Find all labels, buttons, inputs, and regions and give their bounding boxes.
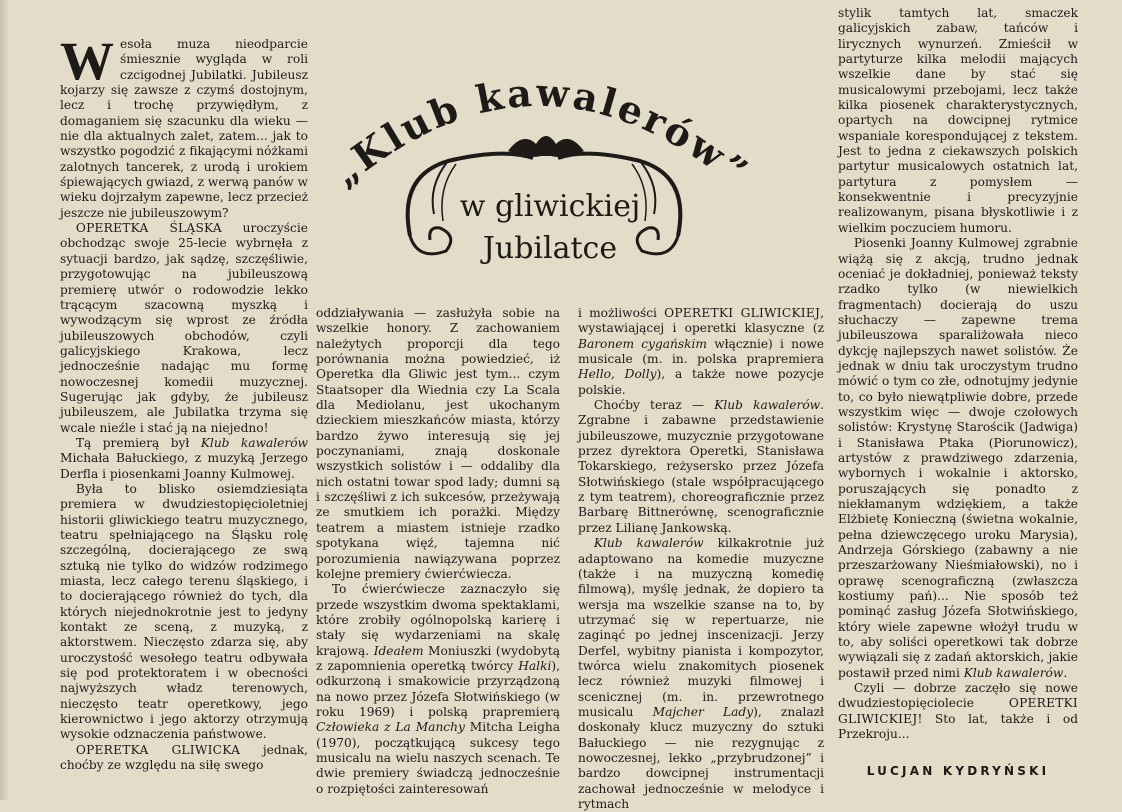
text: stylik tamtych lat, smaczek galicyjskich zabaw, tańców i lirycznych wynurzeń. Zmieścił w partyturze kilka melodii mających wszelkie dane by stać się musicalowymi przebojami, lecz także kilka piosenek charakterystycznych, opartych na dowcipnej rytmice wspaniale korespondującej z tekstem. Jest to jedna z ciekawszych polskich partytur musicalowych ostatnich lat, partytura z pomysłem — konsekwentnie i precyzyjnie realizowanym, pisana błyskotliwie i z wielkim poczuciem humoru.: [838, 6, 1078, 235]
italic-text: Klub kawalerów: [200, 435, 308, 450]
paragraph: [60, 436, 308, 482]
paragraph: [60, 221, 308, 436]
text: Mitcha Leigha (1970), początkującą sukcesy tego musicalu na wielu naszych scenach. Te dwie premiery świadczą jednocześnie o rozpiętości zainteresowań: [316, 720, 560, 796]
author-byline: LUCJAN KYDRYŃSKI: [866, 764, 1050, 778]
text: Tą premierą był: [75, 435, 201, 450]
column-1: [60, 31, 309, 785]
text: Moniuszki (wydobytą z zapomnienia operetką twórcy: [316, 643, 560, 673]
title-line-1: w gliwickiej: [459, 189, 641, 224]
paragraph: [60, 482, 308, 743]
text: Czyli — dobrze zaczęło się nowe dwudziestopięciolecie: [838, 681, 1078, 711]
text: ), znalazł doskonały klucz muzyczny do sztuki Bałuckiego — nie rezygnując z nowoczesnej, lekko „przybrudzonej” i bardzo dowcipnej instrumentacji zachował jednocześnie w melodyce i rytmach: [578, 704, 824, 811]
italic-text: Majcher Lady: [652, 704, 754, 719]
article-title: [318, 36, 758, 298]
paragraph: [838, 236, 1078, 681]
text: , wystawiającej i operetki klasyczne (z: [578, 306, 824, 336]
text: kilkakrotnie już adaptowano na komedie muzyczne (także i na muzyczną komedię filmową), myślę jednak, że dopiero ta wersja ma wszelkie szanse na to, by utrzymać się w repertuarze, nie zaginąć po jednej inscenizacji. Jerzy Derfel, wybitny pianista i kompozytor, twórca wielu znakomitych piosenek lecz również muzyki filmowej i scenicznej (m. in. przewrotnego musicalu: [578, 536, 824, 719]
paragraph: [578, 306, 824, 398]
italic-text: Hello, Dolly: [578, 367, 657, 382]
text: ), odkurzoną i smakowicie przyrządzoną na nowo przez Józefa Słotwińskiego (w roku 1969) i polską prapremierą: [316, 658, 560, 719]
text: esoła muza nieodparcie śmiesznie wygląda w roli czcigodnej Jubilatki. Jubileusz kojarzy się zawsze z czymś dostojnym, lecz i trochę przywiędłym, z domaganiem się szacunku dla wieku — nie dla aktualnych zalet, zatem... jak to wszystko pogodzić z fikającymi nóżkami zalotnych tancerek, z urodą i urokiem śpiewających gwiazd, z werwą panów w wieku dojrzałym zapewne, lecz przecież jeszcze nie jubileuszowym?: [60, 37, 308, 220]
column-3: [578, 306, 825, 811]
paragraph: [578, 398, 824, 536]
paragraph: [838, 6, 1078, 236]
paragraph: [578, 536, 824, 812]
italic-text: Baronem cygańskim: [578, 336, 707, 351]
paragraph: [60, 743, 308, 774]
drop-cap: W: [60, 31, 114, 91]
text: jednak, choćby ze względu na siłę swego: [60, 742, 309, 773]
text: uroczyście obchodząc swoje 25-lecie wybrnęła z sytuacji bardzo, jak sądzę, szczęśliwie, przygotowując na jubileuszową premierę utwór o rodowodzie lekko trącącym szacowną myszką i wywodzącym się wprost ze źródła jubileuszowych obchodów, czyli galicyjskiego Krakowa, lecz jednocześnie nadając mu formę nowoczesnej komedii muzycznej. Sugerując jak gdyby, że jubileusz jubileuszem, ale Jubilatka trzyma się wcale nieźle i stać ją na niejedno!: [60, 221, 308, 435]
text: Była to blisko osiemdziesiąta premiera w dwudziestopięcioletniej historii gliwickiego teatru muzycznego, teatru spełniającego na Śląsku rolę szczególną, docierającego ze swą sztuką nie tylko do widzów rodzimego miasta, lecz całego terenu śląskiego, i to docierającego również do tych, dla których niejednokrotnie jest to jedyny kontakt ze sceną, z muzyką, z aktorstwem. Nieczęsto zdarza się, aby uroczystość wesołego teatru odbywała się pod protektoratem i w obecności najwyższych władz terenowych, nieczęsto teatr operetkowy, jego kierownictwo i jego aktorzy otrzymują wysokie odznaczenia państwowe.: [60, 481, 308, 742]
caps-text: OPERETKI GLIWICKIEJ: [838, 696, 1078, 726]
paragraph: [316, 306, 560, 582]
column-4: [838, 6, 1078, 758]
text: oddziaływania — zasłużyła sobie na wszelkie honory. Z zachowaniem należytych proporcji dla tego porównania można powiedzieć, iż Operetka dla Gliwic jest tym... czym Staatsoper dla Wiednia czy La Scala dla Mediolanu, jest ukochanym dzieckiem mieszkańców miasta, którzy bardzo żywo interesują się jej poczynaniami, znają doskonale wszystkich solistów i — oddaliby dla nich ostatni towar spod lady; dumni są i szczęśliwi z ich sukcesów, przeżywają ze smutkiem ich porażki. Między teatrem a miastem istnieje rzadko spotykana więź, tajemna nić porozumienia nawiązywana poprzez kolejne premiery ćwierćwiecza.: [316, 306, 560, 581]
text: Michała Bałuckiego, z muzyką Jerzego Derfla i piosenkami Joanny Kulmowej.: [60, 451, 308, 481]
text: ! Sto lat, także i od Przekroju...: [838, 711, 1078, 742]
text: . Zgrabne i zabawne przedstawienie jubileuszowe, muzycznie przygotowane przez dyrektora Operetki, Stanisława Tokarskiego, reżysersko przez Józefa Słotwińskiego (stale współpracującego z tym teatrem), choreograficznie przez Barbarę Bittnerównę, scenograficznie przez Lilianę Jankowską.: [578, 398, 824, 535]
italic-text: Klub kawalerów: [963, 665, 1064, 680]
paragraph: [60, 31, 308, 221]
text: i możliwości: [578, 306, 665, 320]
paragraph: [838, 681, 1078, 742]
title-arc-text: „Klub kawalerów”: [322, 69, 758, 196]
caps-text: OPERETKA ŚLĄSKA: [75, 221, 222, 236]
text: włącznie) i nowe musicale (m. in. polska prapremiera: [578, 336, 824, 367]
italic-text: Halki: [518, 658, 552, 673]
italic-text: Ideałem: [373, 643, 424, 658]
caps-text: OPERETKI GLIWICKIEJ: [664, 306, 821, 320]
italic-text: Człowieka z La Manchy: [316, 720, 465, 735]
text: Piosenki Joanny Kulmowej zgrabnie wiążą się z akcją, trudno jednak oceniać je dokładniej, ponieważ teksty rzadko tylko (w niewielkich fragmentach) docierają do uszu słuchaczy — zapewne trema jubileuszowa sparaliżowała nieco dykcję najlepszych nawet solistów. Że jednak w dniu tak uroczystym trudno mówić o tym co złe, odnotujmy jedynie to, co było niewątpliwie dobre, przede wszystkim więc — dwoje czołowych solistów: Krystynę Starościk (Jadwiga) i Stanisława Ptaka (Piorunowicz), artystów z prawdziwego zdarzenia, wybornych i wokalnie i aktorsko, poruszających się ponadto z niekłamanym wdziękiem, a także Elżbietę Konieczną (świetna wokalnie, pełna dziewczęcego uroku Marysia), Andrzeja Górskiego (zabawny a nie przeszarżowany Nieśmiałowski), no i oprawę scenograficzną (zwłaszcza kostiumy pań)... Nie sposób też pominąć zasług Józefa Słotwińskiego, który wiele zapewne włożył trudu w to, aby soliści operetkowi tak dobrze wywiązali się z zadań aktorskich, jakie postawił przed nimi: [838, 236, 1078, 680]
text: ), a także nowe pozycje polskie.: [578, 367, 825, 397]
italic-text: Klub kawalerów: [714, 398, 821, 413]
caps-text: OPERETKA GLIWICKA: [75, 742, 241, 757]
italic-text: Klub kawalerów: [593, 536, 704, 551]
text: Choćby teraz —: [593, 398, 715, 413]
text: .: [1063, 665, 1068, 680]
text: To ćwierćwiecze zaznaczyło się przede wszystkim dwoma spektaklami, które zrobiły ogólnopolską karierę i stały się wydarzeniami na skalę krajową.: [316, 582, 560, 658]
paragraph: [316, 582, 560, 797]
column-2: [316, 306, 560, 796]
title-line-2: Jubilatce: [482, 231, 618, 266]
page-fold-shadow: [0, 0, 10, 800]
